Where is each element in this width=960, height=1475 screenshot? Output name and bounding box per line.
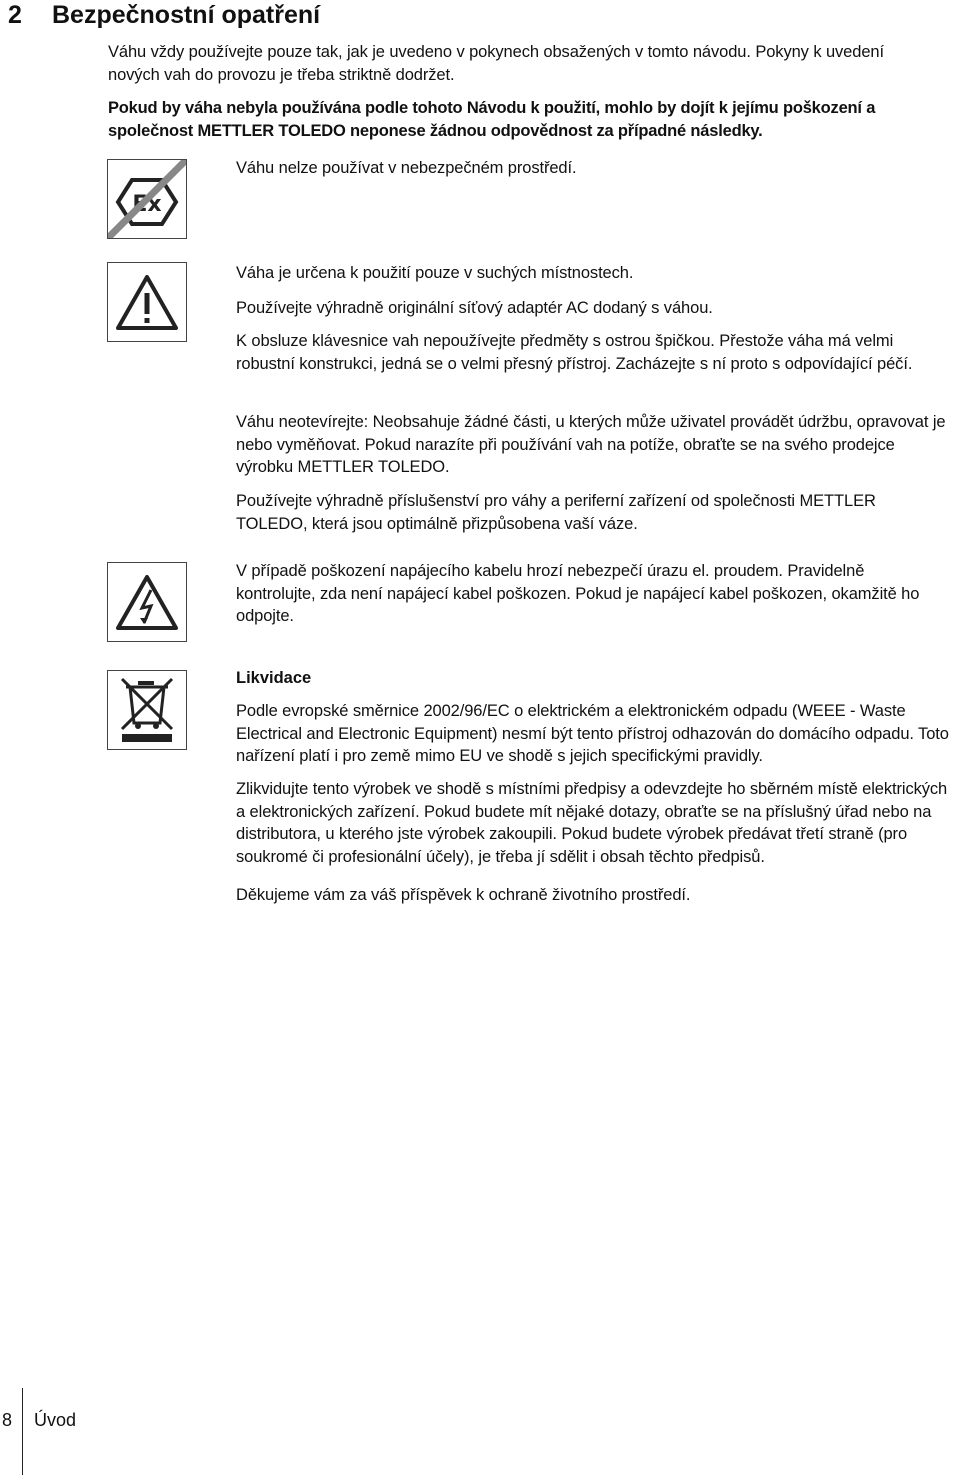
adapter-text: Používejte výhradně originální síťový adaptér AC dodaný s váhou. bbox=[236, 299, 713, 317]
power-cable-text: V případě poškození napájecího kabelu hrozí nebezpečí úrazu el. proudem. Pravidelně kontrolujte, zda není napájecí kabel poškozen. Pokud je napájecí kabel poškozen, okamžitě ho odpojte. bbox=[236, 562, 920, 625]
electric-shock-warning-icon bbox=[107, 562, 187, 642]
do-not-open-text: Váhu neotevírejte: Neobsahuje žádné části, u kterých může uživatel provádět údržbu, opravovat je nebo vyměňovat. Pokud narazíte při používání vah na potíže, obraťte se na svého prodejce výrobku METTLER TOLEDO. bbox=[236, 413, 946, 476]
warning-triangle-icon bbox=[107, 262, 187, 342]
dry-rooms-text: Váha je určena k použití pouze v suchých místnostech. bbox=[236, 264, 634, 282]
disposal-instructions-text: Zlikvidujte tento výrobek ve shodě s místními předpisy a odevzdejte ho sběrném místě elektrických a elektronických zařízení. Pokud budete mít nějaké dotazy, obraťte se na příslušný úřad nebo na distributora, u kterého jste výrobek zakoupili. Pokud budete výrobek předávat třetí straně (pro soukromé či profesionální účely), je třeba jí sdělit i obsah těchto předpisů. bbox=[236, 780, 948, 866]
page-number: 8 bbox=[2, 1410, 13, 1430]
footer-section-label: Úvod bbox=[34, 1410, 77, 1430]
disposal-heading: Likvidace bbox=[236, 669, 312, 687]
chapter-title: Bezpečnostní opatření bbox=[52, 1, 321, 29]
crossed-out-wheelie-bin-icon bbox=[107, 670, 187, 750]
chapter-heading bbox=[8, 0, 320, 30]
chapter-number: 2 bbox=[8, 1, 22, 29]
footer-divider bbox=[22, 1388, 23, 1475]
intro-warning-paragraph: Pokud by váha nebyla používána podle tohoto Návodu k použití, mohlo by dojít k jejímu poškození a společnost METTLER TOLEDO neponese žádnou odpovědnost za případné následky. bbox=[108, 99, 876, 140]
thank-you-text: Děkujeme vám za váš příspěvek k ochraně životního prostředí. bbox=[236, 886, 691, 904]
accessories-text: Používejte výhradně příslušenství pro váhy a periferní zařízení od společnosti METTLER TOLEDO, která jsou optimálně přizpůsobena vaší váze. bbox=[236, 492, 876, 533]
intro-paragraph: Váhu vždy používejte pouze tak, jak je uvedeno v pokynech obsažených v tomto návodu. Pokyny k uvedení nových vah do provozu je třeba striktně dodržet. bbox=[108, 43, 884, 84]
sharp-objects-text: K obsluze klávesnice vah nepoužívejte předměty s ostrou špičkou. Přestože váha má velmi robustní konstrukci, jedná se o velmi přesný přístroj. Zacházejte s ní proto s odpovídající péčí. bbox=[236, 332, 913, 373]
ex-warning-text: Váhu nelze používat v nebezpečném prostředí. bbox=[236, 159, 577, 177]
weee-directive-text: Podle evropské směrnice 2002/96/EC o elektrickém a elektronickém odpadu (WEEE - Waste Electrical and Electronic Equipment) nesmí být tento přístroj odhazován do domácího odpadu. Toto nařízení platí i pro země mimo EU ve shodě s jejich specifickými pravidly. bbox=[236, 702, 949, 765]
svg-text:Ex: Ex bbox=[132, 192, 162, 217]
explosion-hazard-prohibited-icon bbox=[107, 159, 187, 239]
